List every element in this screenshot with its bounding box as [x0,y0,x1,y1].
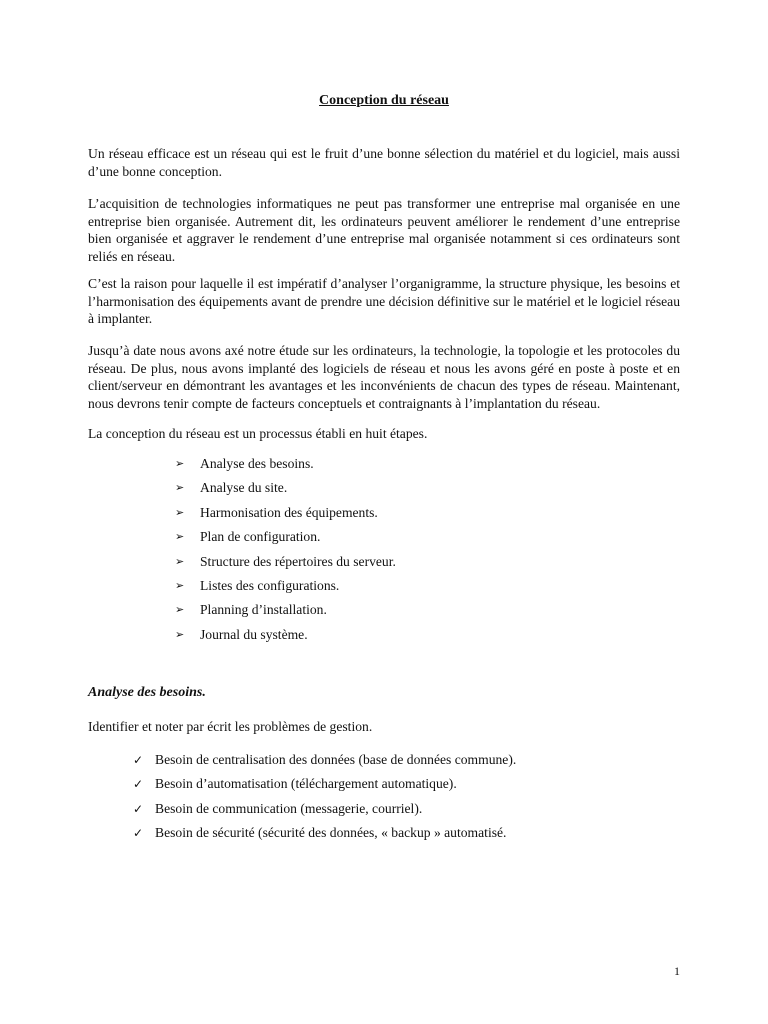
list-item [175,456,396,480]
step-label: Plan de configuration. [200,529,321,545]
arrow-bullet-icon: ➢ [175,458,185,470]
need-label: Besoin de sécurité (sécurité des données, « backup » automatisé. [155,825,507,841]
step-label: Harmonisation des équipements. [200,504,378,520]
arrow-bullet-icon: ➢ [175,482,185,495]
list-item [133,776,516,800]
list-item [133,825,516,849]
list-item [175,480,396,504]
section-heading: Analyse des besoins. [88,685,206,700]
need-label: Besoin de centralisation des données (base de données commune). [155,752,517,767]
list-item [133,801,516,825]
list-item [175,529,396,553]
list-item [133,752,516,776]
list-item [175,602,396,626]
needs-list [133,752,516,850]
need-label: Besoin de communication (messagerie, courriel). [155,800,423,816]
checkmark-icon: ✓ [133,801,144,816]
step-label: Analyse des besoins. [200,456,314,471]
step-label: Planning d’installation. [200,602,327,618]
paragraph-intro: Un réseau efficace est un réseau qui est le fruit d’une bonne sélection du matériel et du logiciel, mais aussi d’une bonne conception. [88,146,680,179]
arrow-bullet-icon: ➢ [175,506,185,519]
list-item [175,578,396,602]
list-item [175,627,396,651]
page-title: Conception du réseau [319,93,449,108]
arrow-bullet-icon: ➢ [175,604,185,617]
checkmark-icon: ✓ [133,777,144,792]
checkmark-icon: ✓ [133,826,144,841]
arrow-bullet-icon: ➢ [175,628,185,641]
arrow-bullet-icon: ➢ [175,555,185,568]
paragraph-reason: C’est la raison pour laquelle il est impératif d’analyser l’organigramme, la structure physique, les besoins et l’harmonisation des équipements avant de prendre une décision définitive sur le matériel et le logiciel réseau à implanter. [88,276,680,326]
page-number: 1 [674,964,680,978]
list-item [175,554,396,578]
section-intro: Identifier et noter par écrit les problèmes de gestion. [88,719,373,734]
paragraph-study: Jusqu’à date nous avons axé notre étude sur les ordinateurs, la technologie, la topologie et les protocoles du réseau. De plus, nous avons implanté des logiciels de réseau et nous les avons géré en poste à poste et en client/serveur en démontrant les avantages et les inconvénients de chacun des types de réseau. Maintenant, nous devrons tenir compte de facteurs conceptuels et contraignants à l’implantation du réseau. [88,343,680,411]
checkmark-icon: ✓ [133,753,144,767]
steps-list [175,456,396,651]
step-label: Structure des répertoires du serveur. [200,553,396,569]
paragraph-acquisition: L’acquisition de technologies informatiques ne peut pas transformer une entreprise mal organisée en une entreprise bien organisée. Autrement dit, les ordinateurs peuvent améliorer le rendement d’une entreprise bien organisée et aggraver le rendement d’une entreprise mal organisée notamment si ces ordinateurs sont reliés en réseau. [88,196,680,264]
step-label: Journal du système. [200,626,308,642]
list-item [175,505,396,529]
arrow-bullet-icon: ➢ [175,579,185,592]
need-label: Besoin d’automatisation (téléchargement automatique). [155,776,457,792]
step-label: Analyse du site. [200,480,288,496]
step-label: Listes des configurations. [200,577,340,593]
paragraph-process: La conception du réseau est un processus établi en huit étapes. [88,426,428,441]
arrow-bullet-icon: ➢ [175,531,185,544]
